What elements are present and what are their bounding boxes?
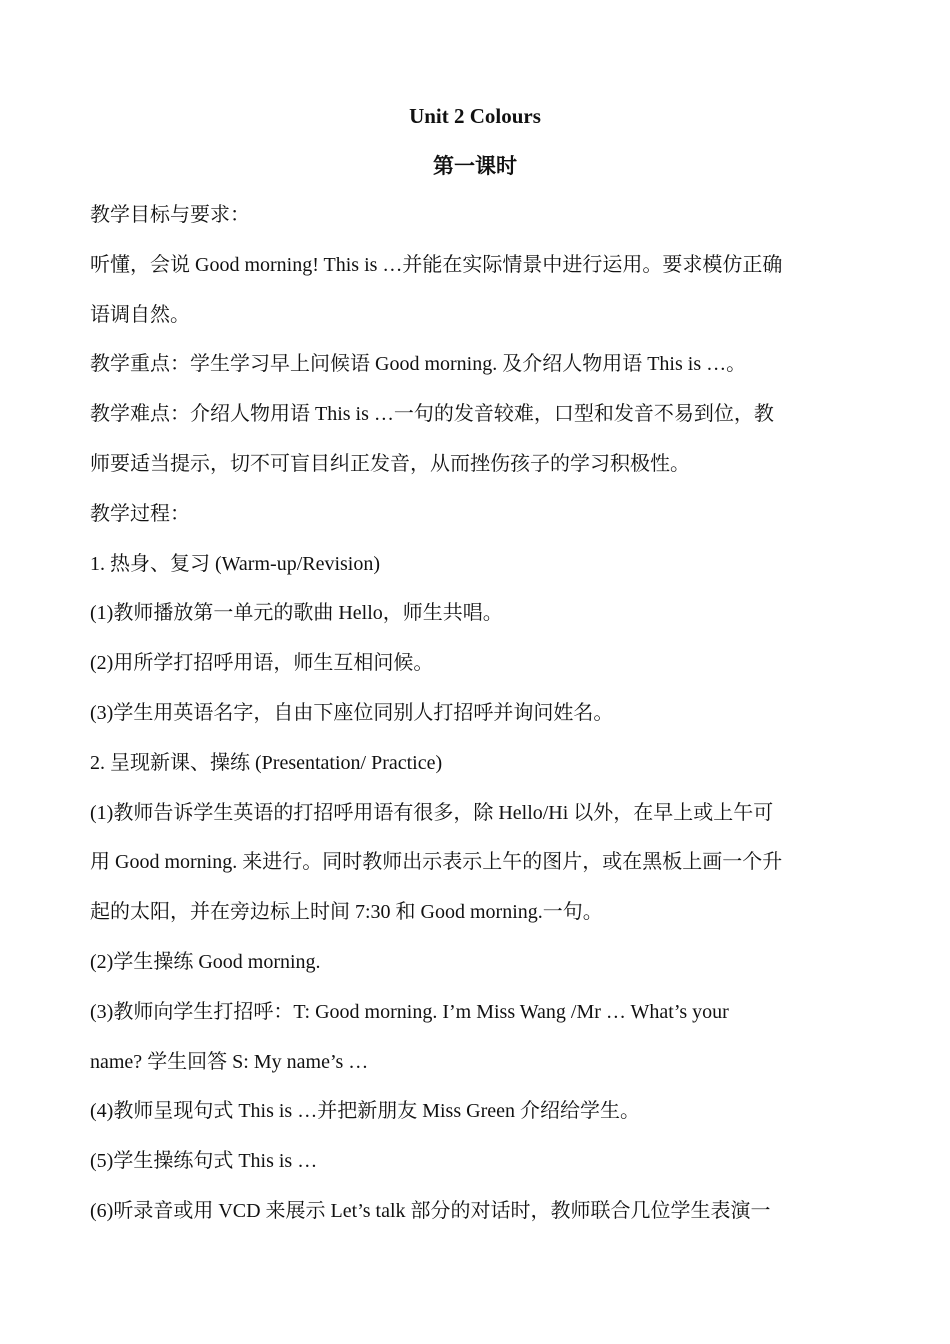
body-line: 用 Good morning. 来进行。同时教师出示表示上午的图片，或在黑板上画一个升 — [90, 851, 783, 874]
body-line: (1)教师播放第一单元的歌曲 Hello，师生共唱。 — [90, 602, 503, 625]
body-line: 教学难点：介绍人物用语 This is …一句的发音较难，口型和发音不易到位，教 — [90, 403, 774, 426]
body-line: 教学目标与要求： — [90, 204, 250, 226]
body-line: (3)学生用英语名字，自由下座位同别人打招呼并询问姓名。 — [90, 701, 614, 724]
body-line: 教学重点：学生学习早上问候语 Good morning. 及介绍人物用语 This is …。 — [90, 353, 747, 376]
body-line: 2. 呈现新课、操练 (Presentation/ Practice) — [90, 751, 443, 774]
lesson-subtitle: 第一课时 — [433, 154, 517, 178]
document-body — [90, 197, 865, 1243]
body-line: 听懂，会说 Good morning! This is …并能在实际情景中进行运用。要求模仿正确 — [90, 253, 783, 276]
body-line: (2)用所学打招呼用语，师生互相问候。 — [90, 652, 434, 675]
body-line: 起的太阳，并在旁边标上时间 7:30 和 Good morning.一句。 — [90, 901, 603, 924]
body-line: 教学过程： — [90, 502, 190, 525]
document-title: Unit 2 Colours — [409, 104, 541, 128]
body-line: 1. 热身、复习 (Warm-up/Revision) — [90, 552, 381, 575]
body-line: (4)教师呈现句式 This is …并把新朋友 Miss Green 介绍给学生。 — [90, 1100, 640, 1123]
body-line: (5)学生操练句式 This is … — [90, 1150, 318, 1173]
body-line: 语调自然。 — [90, 303, 190, 326]
body-line: (1)教师告诉学生英语的打招呼用语有很多，除 Hello/Hi 以外，在早上或上午可 — [90, 801, 774, 824]
body-line: 师要适当提示，切不可盲目纠正发音，从而挫伤孩子的学习积极性。 — [90, 452, 690, 475]
body-line: name? 学生回答 S: My name’s … — [90, 1050, 369, 1073]
body-line: (6)听录音或用 VCD 来展示 Let’s talk 部分的对话时，教师联合几位学生表演一 — [90, 1199, 771, 1222]
body-line: (2)学生操练 Good morning. — [90, 950, 321, 973]
body-line: (3)教师向学生打招呼：T: Good morning. I’m Miss Wang /Mr … What’s your — [90, 1000, 729, 1023]
